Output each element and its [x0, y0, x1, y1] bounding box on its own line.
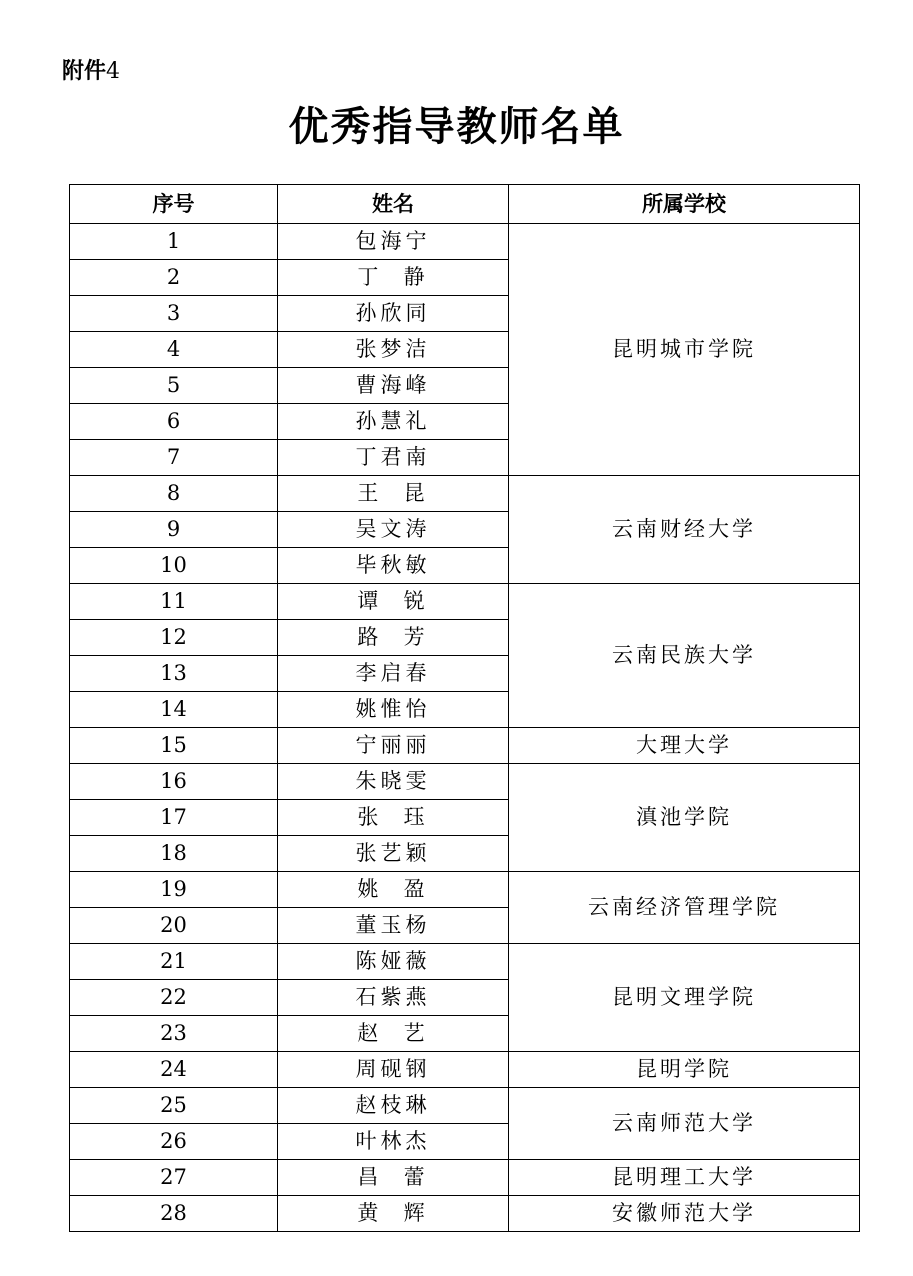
row-number: 24 — [70, 1052, 278, 1088]
table-row — [70, 1088, 860, 1124]
teacher-name: 石紫燕 — [278, 980, 509, 1016]
teacher-name: 孙慧礼 — [278, 404, 509, 440]
teacher-name: 丁 静 — [278, 260, 509, 296]
teacher-name: 周砚钢 — [278, 1052, 509, 1088]
school-name: 昆明学院 — [509, 1052, 860, 1088]
row-number: 15 — [70, 728, 278, 764]
row-number: 10 — [70, 548, 278, 584]
row-number: 13 — [70, 656, 278, 692]
school-name: 滇池学院 — [509, 764, 860, 872]
school-name: 云南经济管理学院 — [509, 872, 860, 944]
school-name: 昆明理工大学 — [509, 1160, 860, 1196]
table-row — [70, 1160, 860, 1196]
table-row — [70, 1052, 860, 1088]
teacher-name: 谭 锐 — [278, 584, 509, 620]
row-number: 19 — [70, 872, 278, 908]
row-number: 4 — [70, 332, 278, 368]
row-number: 21 — [70, 944, 278, 980]
teacher-name: 陈娅薇 — [278, 944, 509, 980]
teacher-name: 董玉杨 — [278, 908, 509, 944]
school-name: 大理大学 — [509, 728, 860, 764]
table-row — [70, 1196, 860, 1232]
teacher-list-table — [69, 184, 860, 1232]
teacher-name: 姚 盈 — [278, 872, 509, 908]
school-name: 云南民族大学 — [509, 584, 860, 728]
school-name: 昆明文理学院 — [509, 944, 860, 1052]
teacher-name: 张梦洁 — [278, 332, 509, 368]
teacher-name: 张艺颖 — [278, 836, 509, 872]
row-number: 17 — [70, 800, 278, 836]
teacher-name: 赵 艺 — [278, 1016, 509, 1052]
table-row — [70, 728, 860, 764]
teacher-name: 丁君南 — [278, 440, 509, 476]
teacher-name: 昌 蕾 — [278, 1160, 509, 1196]
row-number: 27 — [70, 1160, 278, 1196]
table-row — [70, 584, 860, 620]
page-title: 优秀指导教师名单 — [288, 104, 625, 150]
row-number: 3 — [70, 296, 278, 332]
teacher-name: 曹海峰 — [278, 368, 509, 404]
attachment-label — [62, 54, 120, 85]
row-number: 11 — [70, 584, 278, 620]
teacher-name: 张 珏 — [278, 800, 509, 836]
teacher-name: 毕秋敏 — [278, 548, 509, 584]
row-number: 6 — [70, 404, 278, 440]
row-number: 8 — [70, 476, 278, 512]
teacher-name: 王 昆 — [278, 476, 509, 512]
row-number: 25 — [70, 1088, 278, 1124]
table-row — [70, 764, 860, 800]
row-number: 16 — [70, 764, 278, 800]
teacher-name: 叶林杰 — [278, 1124, 509, 1160]
teacher-name: 吴文涛 — [278, 512, 509, 548]
table-body — [70, 224, 860, 1232]
table-row — [70, 476, 860, 512]
school-name: 昆明城市学院 — [509, 224, 860, 476]
teacher-name: 李启春 — [278, 656, 509, 692]
row-number: 12 — [70, 620, 278, 656]
row-number: 28 — [70, 1196, 278, 1232]
school-name: 云南财经大学 — [509, 476, 860, 584]
table-row — [70, 944, 860, 980]
teacher-name: 宁丽丽 — [278, 728, 509, 764]
school-name: 安徽师范大学 — [509, 1196, 860, 1232]
teacher-name: 路 芳 — [278, 620, 509, 656]
row-number: 14 — [70, 692, 278, 728]
teacher-name: 包海宁 — [278, 224, 509, 260]
row-number: 18 — [70, 836, 278, 872]
row-number: 5 — [70, 368, 278, 404]
teacher-name: 黄 辉 — [278, 1196, 509, 1232]
school-name: 云南师范大学 — [509, 1088, 860, 1160]
table-header-row — [70, 185, 860, 224]
row-number: 7 — [70, 440, 278, 476]
attachment-number: 4 — [106, 59, 121, 84]
teacher-name: 赵枝琳 — [278, 1088, 509, 1124]
row-number: 2 — [70, 260, 278, 296]
row-number: 9 — [70, 512, 278, 548]
column-header-number: 序号 — [70, 185, 278, 224]
column-header-school: 所属学校 — [509, 185, 860, 224]
table-row — [70, 224, 860, 260]
teacher-name: 姚惟怡 — [278, 692, 509, 728]
row-number: 20 — [70, 908, 278, 944]
teacher-name: 朱晓雯 — [278, 764, 509, 800]
row-number: 23 — [70, 1016, 278, 1052]
teacher-name: 孙欣同 — [278, 296, 509, 332]
table-row — [70, 872, 860, 908]
row-number: 1 — [70, 224, 278, 260]
attachment-label-text: 附件 — [62, 59, 107, 84]
row-number: 22 — [70, 980, 278, 1016]
column-header-name: 姓名 — [278, 185, 509, 224]
row-number: 26 — [70, 1124, 278, 1160]
